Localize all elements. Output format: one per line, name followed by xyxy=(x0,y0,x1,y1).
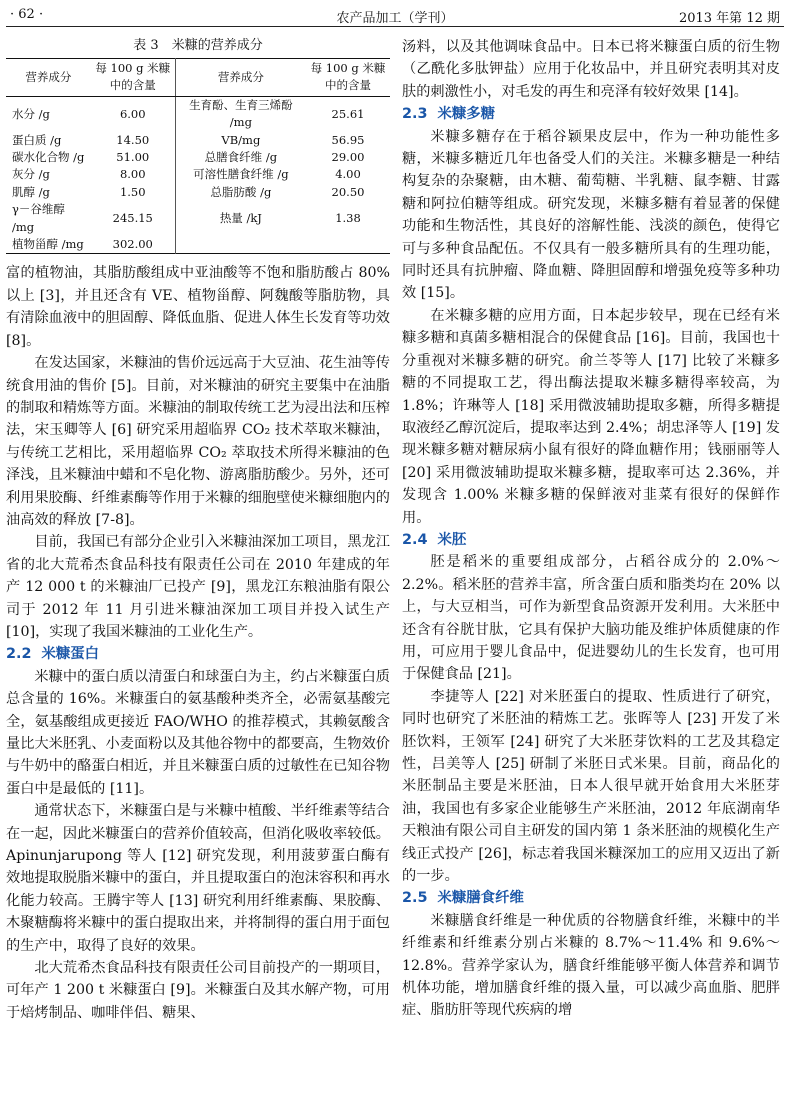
table-caption: 表 3 米糠的营养成分 xyxy=(133,38,263,53)
paragraph: 北大荒希杰食品科技有限责任公司目前投产的一期项目，可年产 1 200 t 米糠蛋白 [9]。米糠蛋白及其水解产物，可用于焙烤制品、咖啡伴侣、糖果、 xyxy=(6,960,390,1021)
paragraph: 富的植物油，其脂肪酸组成中亚油酸等不饱和脂肪酸占 80% 以上 [3]，并且还含有 VE、植物甾醇、阿魏酸等脂肪物，具有清除血液中的胆固醇、降低血脂、促进人体生长发育等功效 [8]。 xyxy=(6,265,390,349)
cell-name: 热量 /kJ xyxy=(175,201,306,236)
table-row xyxy=(6,132,390,149)
section-heading-2-3 xyxy=(402,103,780,125)
section-number: 2.2 xyxy=(6,646,32,663)
cell-value: 4.00 xyxy=(335,167,361,182)
paragraph: 李捷等人 [22] 对米胚蛋白的提取、性质进行了研究，同时也研究了米胚油的精炼工艺。张晖等人 [23] 开发了米胚饮料，王领军 [24] 研究了大米胚芽饮料的工艺及其稳定性，吕美等人 [25] 研制了米胚日式米果。目前，商品化的米胚制品主要是米胚油，日本人很早就开始食用大米胚芽油，我国也有多家企业能够生产米胚油，2012 年底湖南华天粮油有限公司自主研发的国内第 1 条米胚油的规模化生产线正式投产 [26]，标志着我国米糠深加工的应用又迈出了新的一步。 xyxy=(402,688,780,885)
header-name-right: 营养成分 xyxy=(175,59,306,97)
section-number: 2.3 xyxy=(402,106,428,123)
cell-name xyxy=(175,236,306,254)
table-row xyxy=(6,201,390,236)
cell-value: 1.38 xyxy=(335,210,361,225)
paragraph: 汤料，以及其他调味食品中。日本已将米糠蛋白质的衍生物（乙酰化多肽钾盐）应用于化妆品中，并且研究表明其对皮肤的刺激性小，对毛发的再生和亮泽有较好效果 [14]。 xyxy=(402,39,780,100)
paragraph: 胚是稻米的重要组成部分，占稻谷成分的 2.0%～2.2%。稻米胚的营养丰富，所含蛋白质和脂类均在 20% 以上，与大豆相当，可作为新型食品资源开发利用。大米胚中还含有谷胱甘肽，它具有保护大脑功能及维护体质健康的作用，可应用于婴儿食品中，促进婴幼儿的生长发育，也可用于保健食品 [21]。 xyxy=(402,554,780,683)
running-header xyxy=(6,4,784,27)
cell-name: VB/mg xyxy=(175,132,306,149)
cell-value: 51.00 xyxy=(116,150,150,165)
cell-value: 1.50 xyxy=(119,184,146,199)
table-row xyxy=(6,149,390,166)
cell-name: 水分 /g xyxy=(12,106,50,121)
section-title: 米糠蛋白 xyxy=(41,646,100,663)
section-title: 米糠多糖 xyxy=(437,106,496,123)
cell-name: 植物甾醇 /mg xyxy=(12,237,84,252)
nutrition-table xyxy=(6,58,390,254)
paragraph: 在发达国家，米糠油的售价远远高于大豆油、花生油等传统食用油的售价 [5]。目前，对米糠油的研究主要集中在油脂的制取和精炼等方面。米糠油的制取传统工艺为浸出法和压榨法，宋玉卿等人 [6] 研究采用超临界 CO₂ 技术萃取米糠油，与传统工艺相比，采用超临界 CO₂ 萃取技术所得米糠油的色泽浅，且米糠油中蜡和不皂化物、游离脂肪酸少。另外，还可利用果胶酶、纤维素酶等作用于米糠的细胞壁使米糠细胞内的油高效的释放 [7-8]。 xyxy=(6,355,390,528)
cell-name: 总脂肪酸 /g xyxy=(175,184,306,201)
section-title: 米糠膳食纤维 xyxy=(437,890,524,907)
table-row xyxy=(6,236,390,254)
paragraph: 米糠多糖存在于稻谷颖果皮层中，作为一种功能性多糖，米糠多糖近几年也备受人们的关注。米糠多糖是一种结构复杂的杂聚糖，由木糖、葡萄糖、半乳糖、鼠李糖、甘露糖和阿拉伯糖等组成。研究发现，米糠多糖有着显著的保健功能和生物活性，其良好的溶解性能、浅淡的颜色，使得它可与多种食品配伍。不仅具有一般多糖所具有的生理功能，同时还具有抗肿瘤、降血糖、降胆固醇和增强免疫等多种功效 [15]。 xyxy=(402,128,780,302)
table-row xyxy=(6,166,390,183)
table-row xyxy=(6,184,390,201)
section-number: 2.5 xyxy=(402,890,428,907)
paragraph: 米糠膳食纤维是一种优质的谷物膳食纤维，米糠中的半纤维素和纤维素分别占米糠的 8.7%～11.4% 和 9.6%～12.8%。营养学家认为，膳食纤维能够平衡人体营养和调节机体功能，增加膳食纤维的摄入量，可以减少高血脂、肥胖症、脂肪肝等现代疾病的增 xyxy=(402,912,780,1019)
cell-value: 14.50 xyxy=(116,132,150,147)
cell-value xyxy=(306,236,390,254)
paragraph: 目前，我国已有部分企业引入米糠油深加工项目，黑龙江省的北大荒希杰食品科技有限责任公司在 2010 年建成的年产 12 000 t 的米糠油厂已投产 [9]，黑龙江东粮油脂有限公司于 2012 年 11 月引进米糠油深加工项目并投入试生产 [10]，实现了我国米糠油的工业化生产。 xyxy=(6,534,390,640)
cell-value: 245.15 xyxy=(112,210,153,225)
right-column xyxy=(402,36,780,1022)
section-number: 2.4 xyxy=(402,531,428,548)
cell-name: 灰分 /g xyxy=(12,167,50,182)
cell-name: 蛋白质 /g xyxy=(12,132,62,147)
page-number: · 62 · xyxy=(10,7,44,22)
table-header-row xyxy=(6,59,390,97)
cell-name: 碳水化合物 /g xyxy=(12,150,85,165)
section-heading-2-2 xyxy=(6,643,390,665)
cell-value: 302.00 xyxy=(112,237,153,252)
cell-value: 25.61 xyxy=(331,106,365,121)
header-value-left: 每 100 g 米糠中的含量 xyxy=(91,59,176,97)
cell-value: 29.00 xyxy=(331,150,365,165)
cell-value: 8.00 xyxy=(119,167,146,182)
left-column xyxy=(6,36,390,1024)
table-row xyxy=(6,96,390,131)
cell-value: 56.95 xyxy=(331,132,365,147)
cell-name: γ－谷维醇 /mg xyxy=(12,202,65,234)
section-heading-2-4 xyxy=(402,529,780,551)
header-value-right: 每 100 g 米糠中的含量 xyxy=(306,59,390,97)
section-title: 米胚 xyxy=(437,531,467,548)
cell-value: 20.50 xyxy=(331,184,365,199)
header-name-left: 营养成分 xyxy=(6,59,91,97)
cell-name: 生育酚、生育三烯酚 /mg xyxy=(175,96,306,131)
cell-value: 6.00 xyxy=(119,106,146,121)
paragraph: 通常状态下，米糠蛋白是与米糠中植酸、半纤维素等结合在一起，因此米糠蛋白的营养价值较高，但消化吸收率较低。Apinunjarupong 等人 [12] 研究发现，利用菠萝蛋白酶有效地提取脱脂米糠中的蛋白，并且提取蛋白的泡沫容积和再水化能力较高。王腾宇等人 [13] 研究利用纤维素酶、果胶酶、木聚糖酶将米糠中的蛋白提取出来，并将制得的蛋白用于面包的生产中，取得了良好的效果。 xyxy=(6,803,390,954)
cell-name: 总膳食纤维 /g xyxy=(175,149,306,166)
paragraph: 在米糠多糖的应用方面，日本起步较早，现在已经有米糠多糖和真菌多糖相混合的保健食品 [16]。目前，我国也十分重视对米糠多糖的研究。俞兰苓等人 [17] 比较了米糠多糖的不同提取工艺，得出酶法提取米糠多糖得率较高，为 1.8%；许琳等人 [18] 采用微波辅助提取多糖，所得多糖提取液经乙醇沉淀后，提取率达到 2.4%；胡忠泽等人 [19] 发现米糠多糖对糖尿病小鼠有很好的降血糖作用；钱丽丽等人 [20] 采用微波辅助提取米糠多糖，提取率可达 2.36%，并发现含 1.00% 米糠多糖的保鲜液对韭菜有很好的保鲜作用。 xyxy=(402,307,780,526)
journal-title: 农产品加工（学刊） xyxy=(336,11,454,26)
paragraph: 米糠中的蛋白质以清蛋白和球蛋白为主，约占米糠蛋白质总含量的 16%。米糠蛋白的氨基酸种类齐全，必需氨基酸完全，氨基酸组成更接近 FAO/WHO 的推荐模式，其赖氨酸含量比大米胚乳、小麦面粉以及其他谷物中的都要高，生物效价与牛奶中的酪蛋白相近，并且米糠蛋白质的过敏性在已知谷物蛋白中是最低的 [11]。 xyxy=(6,668,390,797)
cell-name: 可溶性膳食纤维 /g xyxy=(175,166,306,183)
issue-label: 2013 年第 12 期 xyxy=(678,11,780,26)
section-heading-2-5 xyxy=(402,887,780,909)
cell-name: 肌醇 /g xyxy=(12,184,50,199)
